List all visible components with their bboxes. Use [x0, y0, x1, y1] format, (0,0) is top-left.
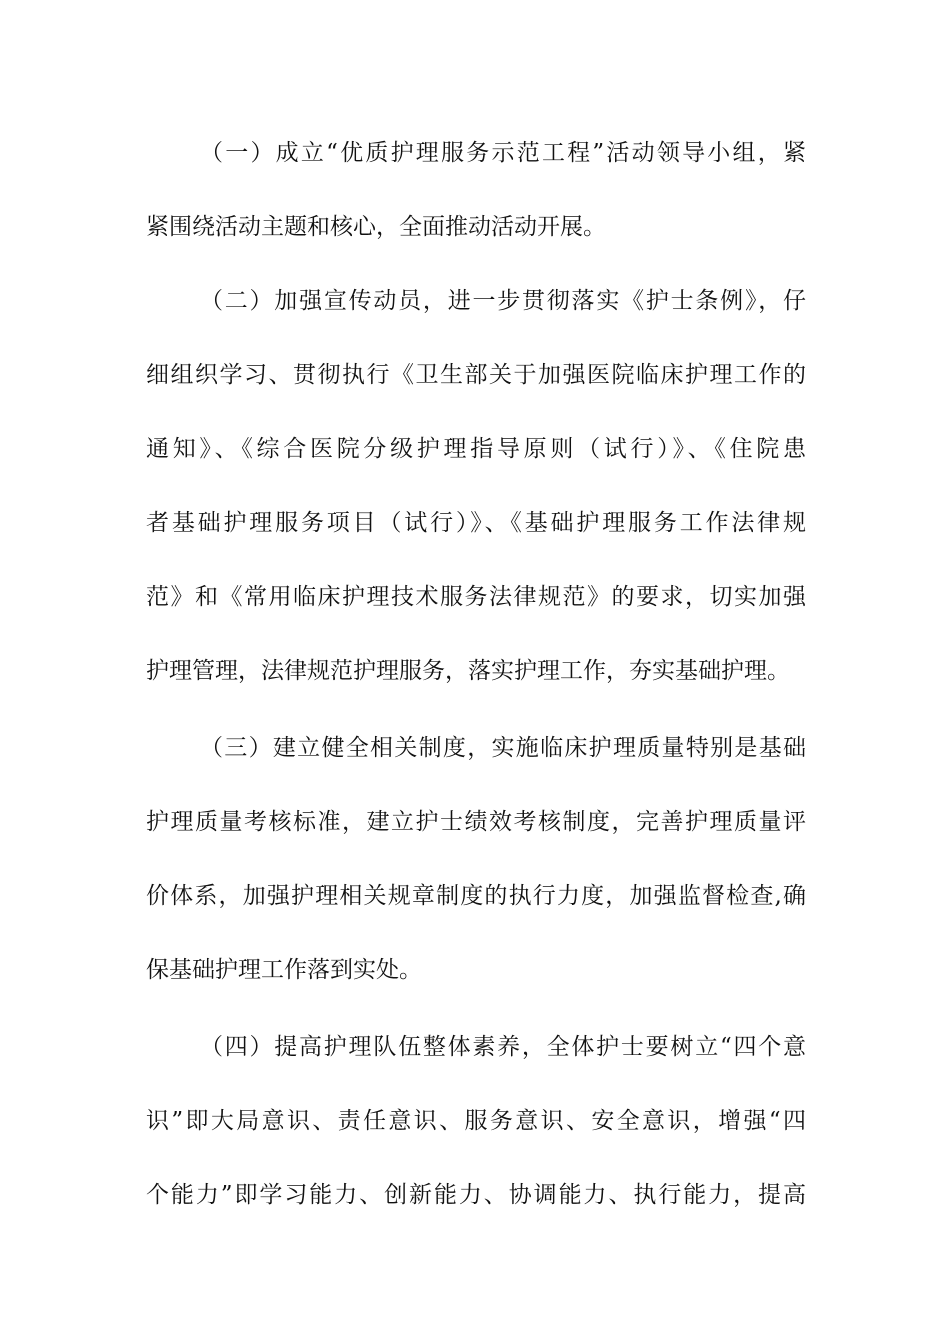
paragraph-2-line-5: 范》和《常用临床护理技术服务法律规范》的要求，切实加强 — [146, 584, 806, 610]
paragraph-4-line-2: 识”即大局意识、责任意识、服务意识、安全意识，增强“四 — [146, 1108, 806, 1134]
paragraph-2-line-2: 细组织学习、贯彻执行《卫生部关于加强医院临床护理工作的 — [146, 362, 806, 388]
paragraph-4-line-1: （四）提高护理队伍整体素养，全体护士要树立“四个意 — [200, 1034, 806, 1060]
paragraph-3-line-1: （三）建立健全相关制度，实施临床护理质量特别是基础 — [200, 735, 806, 761]
paragraph-1-line-2: 紧围绕活动主题和核心，全面推动活动开展。 — [146, 214, 606, 240]
paragraph-2-line-1: （二）加强宣传动员，进一步贯彻落实《护士条例》，仔 — [200, 288, 806, 314]
paragraph-2-line-6: 护理管理，法律规范护理服务，落实护理工作，夯实基础护理。 — [146, 658, 790, 684]
paragraph-3-line-2: 护理质量考核标准，建立护士绩效考核制度，完善护理质量评 — [146, 809, 806, 835]
paragraph-3-line-3: 价体系，加强护理相关规章制度的执行力度，加强监督检查,确 — [146, 883, 806, 909]
paragraph-2-line-4: 者基础护理服务项目（试行）》、《基础护理服务工作法律规 — [146, 510, 806, 536]
paragraph-3-line-4: 保基础护理工作落到实处。 — [146, 957, 422, 983]
paragraph-4-line-3: 个能力”即学习能力、创新能力、协调能力、执行能力，提高 — [146, 1182, 806, 1208]
paragraph-2-line-3: 通知》、《综合医院分级护理指导原则（试行）》、《住院患 — [146, 436, 806, 462]
paragraph-1-line-1: （一）成立“优质护理服务示范工程”活动领导小组，紧 — [200, 140, 806, 166]
